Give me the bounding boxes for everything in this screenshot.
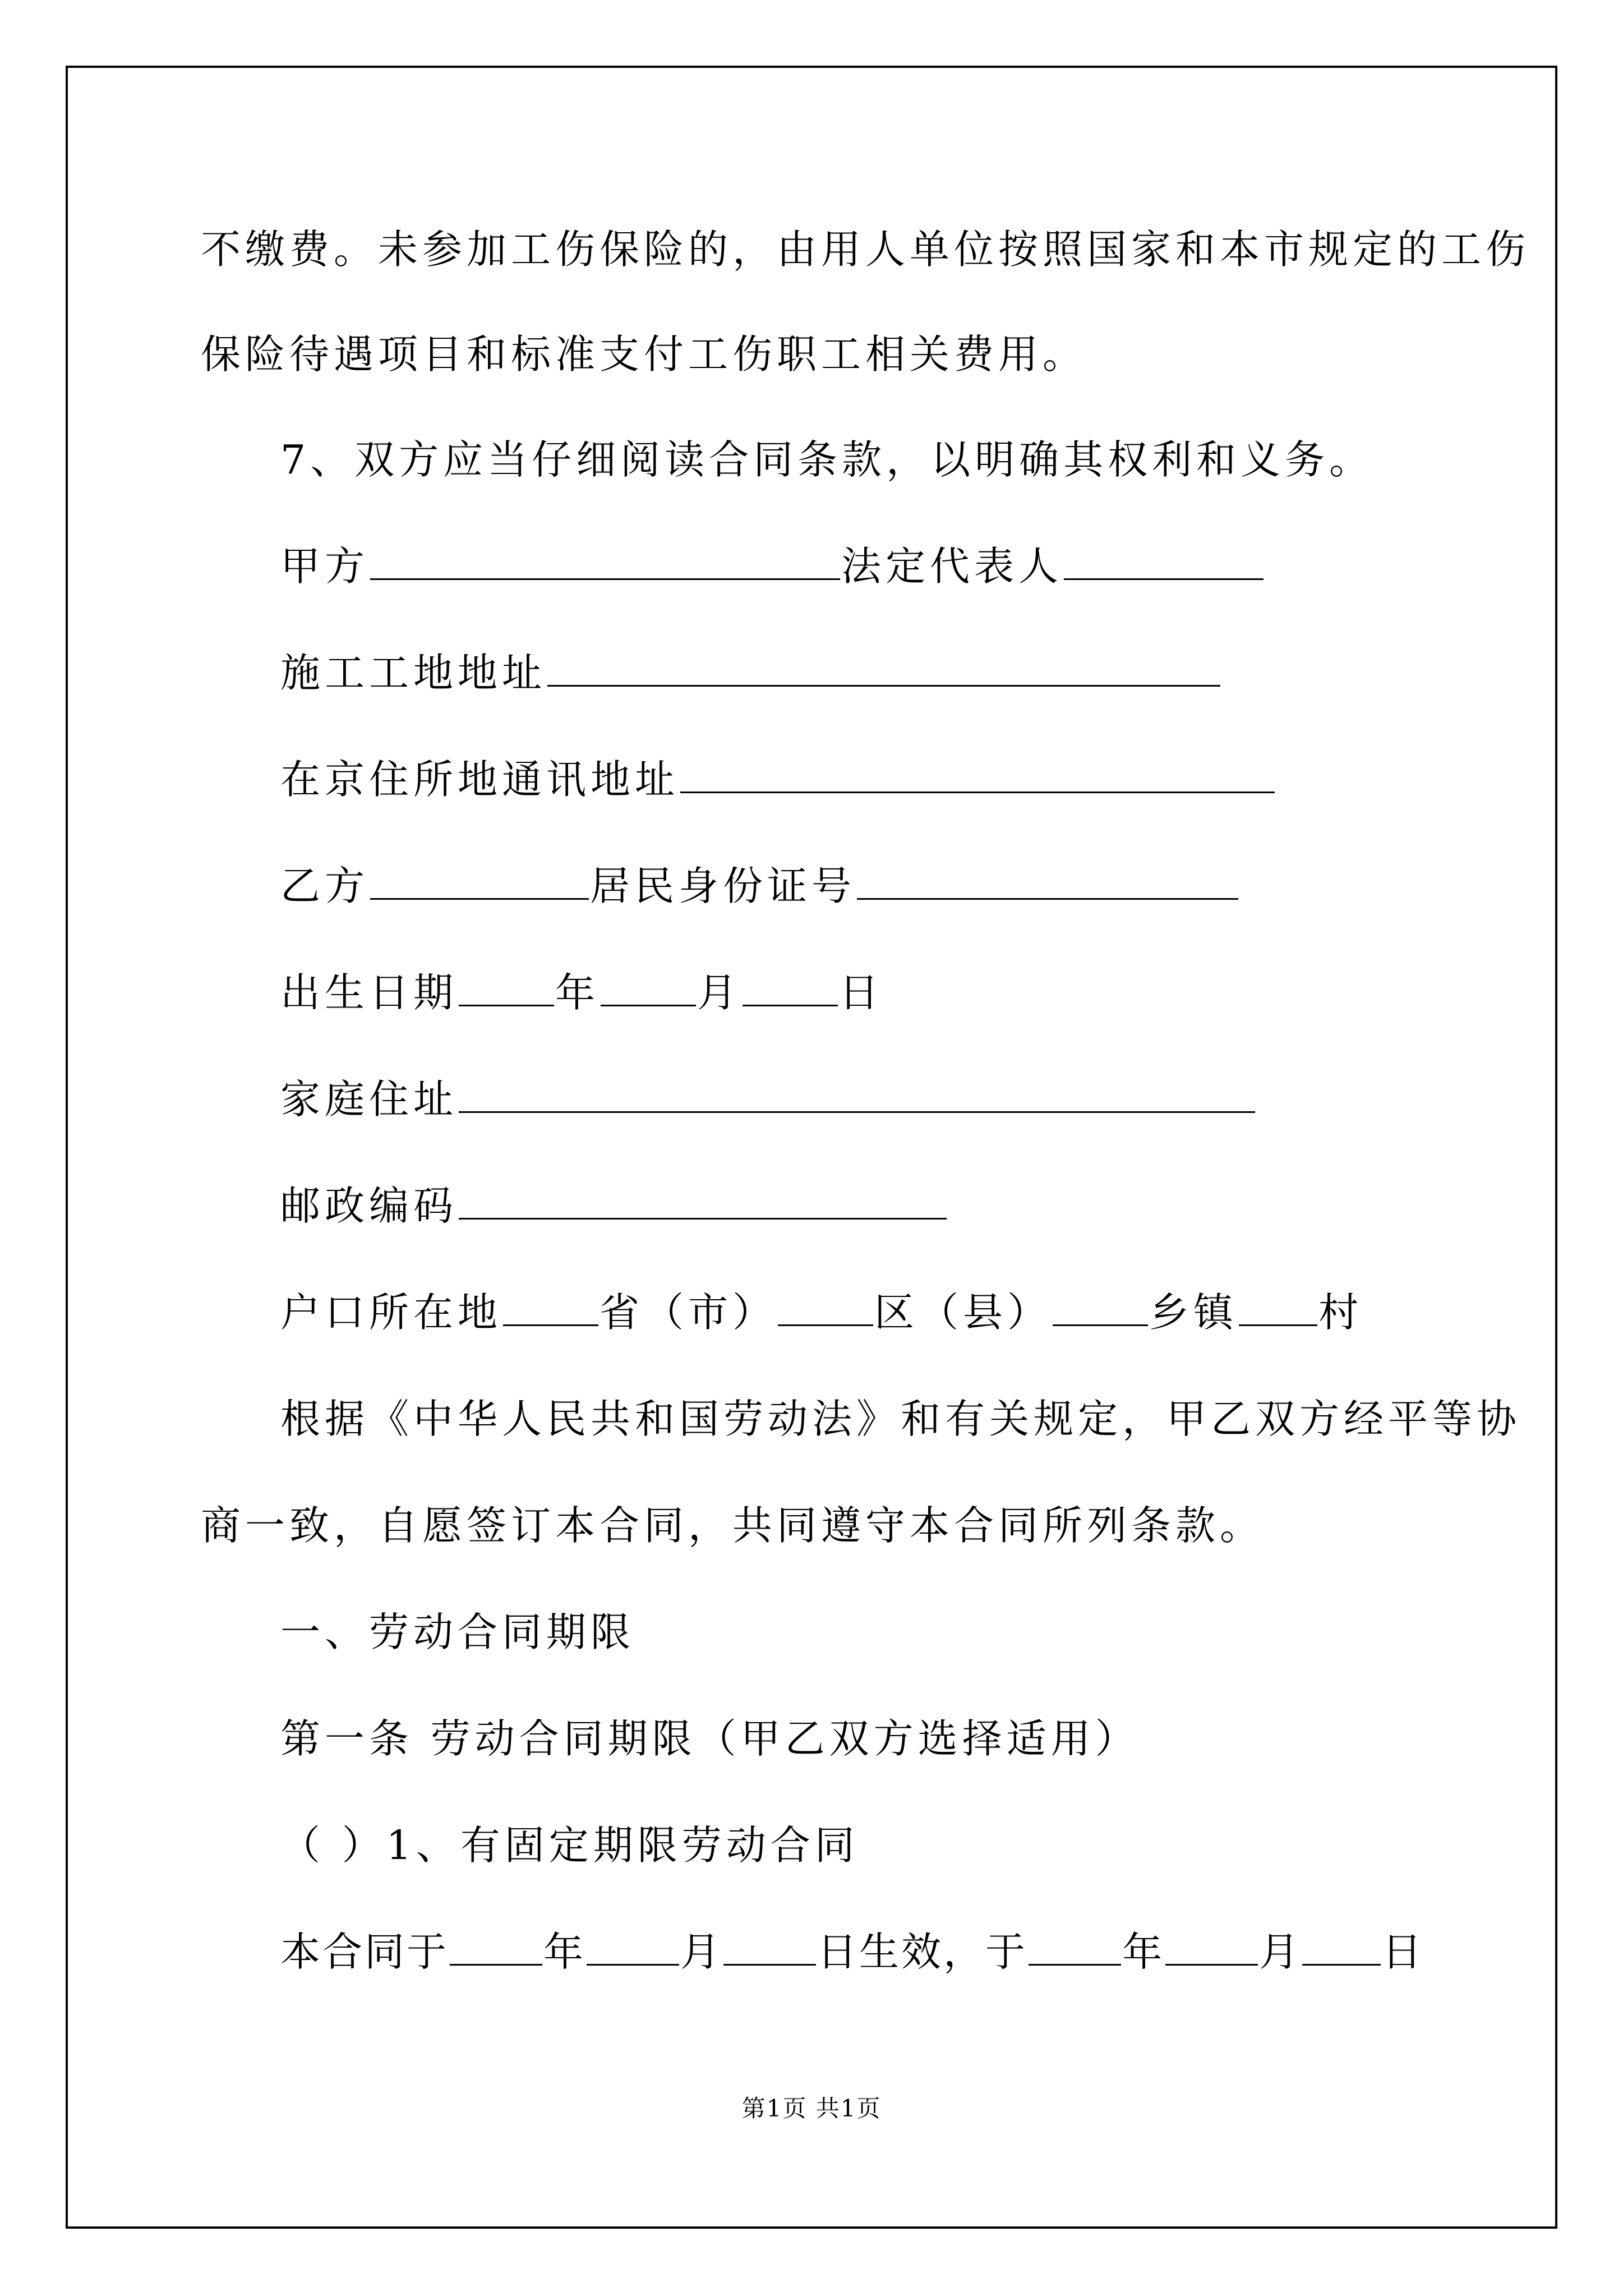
hukou-label: 户口所在地 xyxy=(280,1289,502,1336)
postal-code-line xyxy=(280,1184,948,1228)
party-b-label: 乙方 xyxy=(280,863,370,909)
site-address-blank[interactable] xyxy=(547,652,1220,687)
section-heading: 一、劳动合同期限 xyxy=(280,1609,635,1655)
district-blank[interactable] xyxy=(778,1292,873,1326)
site-address-label: 施工工地地址 xyxy=(280,650,547,696)
start-year-label: 年 xyxy=(543,1929,586,1975)
home-address-line xyxy=(280,1077,1256,1122)
home-address-blank[interactable] xyxy=(459,1079,1255,1113)
legal-rep-label: 法定代表人 xyxy=(841,543,1063,590)
start-month-label: 月 xyxy=(680,1929,723,1975)
birth-month-blank[interactable] xyxy=(601,972,696,1006)
party-a-blank[interactable] xyxy=(370,546,840,580)
district-label: 区（县） xyxy=(874,1289,1052,1336)
end-year-blank[interactable] xyxy=(1029,1931,1121,1966)
article-one-title: 第一条 劳动合同期限（甲乙双方选择适用） xyxy=(280,1715,1140,1762)
end-year-label: 年 xyxy=(1122,1929,1165,1975)
month-label: 月 xyxy=(697,969,742,1016)
effective-label: 本合同于 xyxy=(280,1929,449,1975)
birth-year-blank[interactable] xyxy=(459,972,554,1006)
party-a-label: 甲方 xyxy=(280,543,370,590)
option-fixed-term: （ ）1、有固定期限劳动合同 xyxy=(280,1822,859,1869)
paragraph-line-2: 保险待遇项目和标准支付工伤职工相关费用。 xyxy=(201,331,1087,378)
beijing-address-label: 在京住所地通讯地址 xyxy=(280,756,680,803)
township-blank[interactable] xyxy=(1053,1292,1148,1326)
preamble-line-2: 商一致，自愿签订本合同，共同遵守本合同所列条款。 xyxy=(201,1502,1265,1549)
effective-date-line xyxy=(280,1930,1424,1975)
page-border xyxy=(66,66,1557,2229)
start-day-blank[interactable] xyxy=(723,1931,816,1966)
paragraph-line-1: 不缴费。未参加工伤保险的，由用人单位按照国家和本市规定的工伤 xyxy=(201,226,1530,273)
beijing-address-blank[interactable] xyxy=(680,759,1275,793)
end-day-label: 日 xyxy=(1382,1929,1424,1975)
party-a-line xyxy=(280,544,1265,589)
postal-code-blank[interactable] xyxy=(459,1185,947,1220)
end-month-label: 月 xyxy=(1259,1929,1302,1975)
province-blank[interactable] xyxy=(503,1292,598,1326)
township-label: 乡镇 xyxy=(1149,1289,1238,1336)
party-b-blank[interactable] xyxy=(370,866,589,900)
start-month-blank[interactable] xyxy=(587,1931,679,1966)
village-blank[interactable] xyxy=(1239,1292,1317,1326)
party-b-line xyxy=(280,864,1239,909)
birth-day-blank[interactable] xyxy=(743,972,838,1006)
hukou-line xyxy=(280,1290,1363,1335)
end-month-blank[interactable] xyxy=(1165,1931,1258,1966)
year-label: 年 xyxy=(555,969,600,1016)
id-number-blank[interactable] xyxy=(857,866,1238,900)
birth-date-line xyxy=(280,970,883,1015)
legal-rep-blank[interactable] xyxy=(1064,546,1264,580)
id-number-label: 居民身份证号 xyxy=(590,863,856,909)
page-number-footer: 第1页 共1页 xyxy=(741,2095,882,2122)
birth-date-label: 出生日期 xyxy=(280,969,458,1016)
start-day-label: 日生效，于 xyxy=(817,1929,1028,1975)
clause-7: 7、双方应当仔细阅读合同条款，以明确其权利和义务。 xyxy=(280,436,1374,483)
site-address-line xyxy=(280,651,1221,696)
village-label: 村 xyxy=(1318,1289,1363,1336)
province-label: 省（市） xyxy=(600,1289,777,1336)
postal-code-label: 邮政编码 xyxy=(280,1182,458,1229)
home-address-label: 家庭住址 xyxy=(280,1076,458,1122)
day-label: 日 xyxy=(839,969,884,1016)
start-year-blank[interactable] xyxy=(450,1931,542,1966)
end-day-blank[interactable] xyxy=(1302,1931,1381,1966)
preamble-line-1: 根据《中华人民共和国劳动法》和有关规定，甲乙双方经平等协 xyxy=(280,1396,1521,1442)
beijing-address-line xyxy=(280,757,1276,802)
